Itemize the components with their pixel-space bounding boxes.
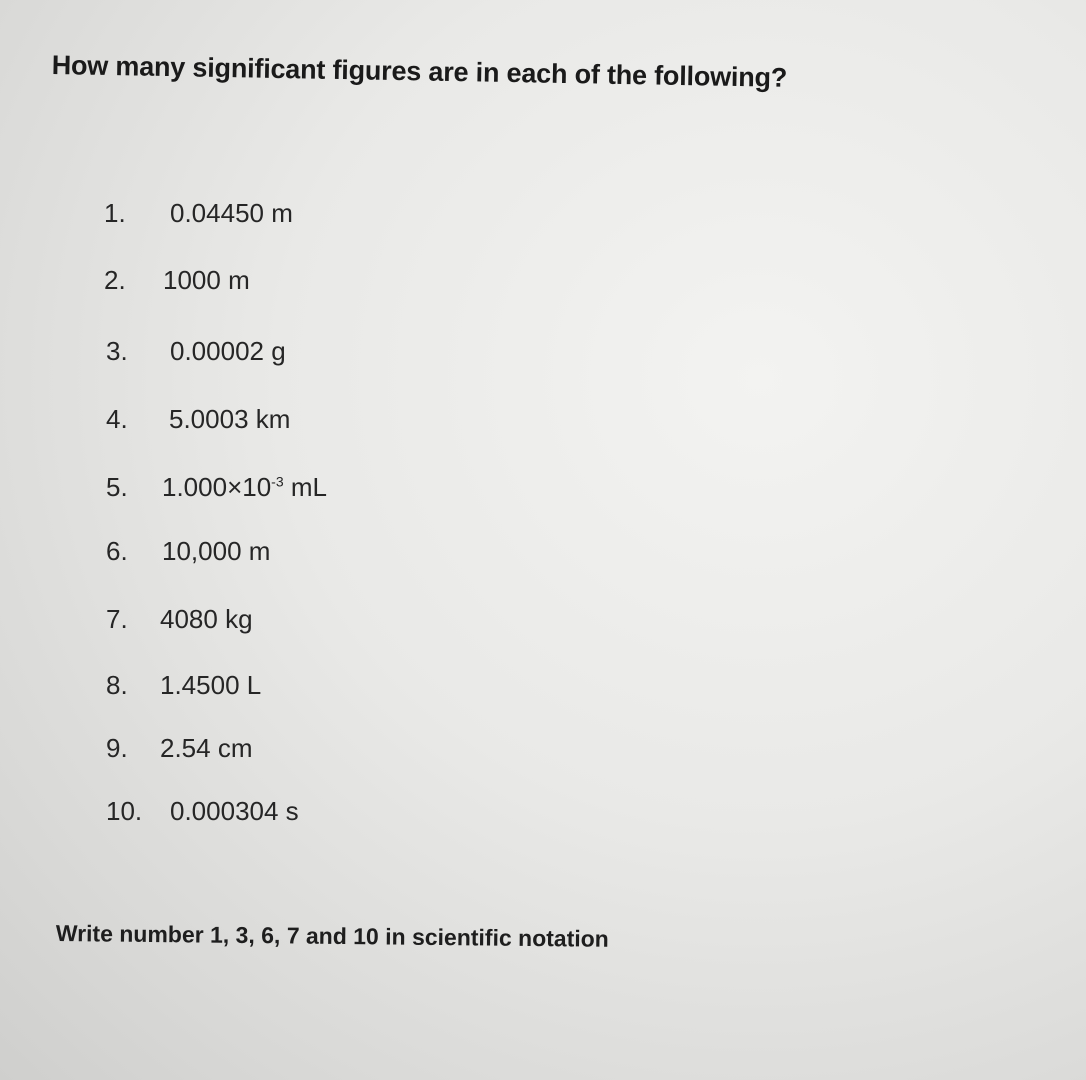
instruction-text: Write number 1, 3, 6, 7 and 10 in scientific notation	[55, 920, 609, 952]
problem-number: 2.	[104, 265, 126, 295]
problem-value: 10,000 m	[162, 536, 271, 566]
problem-number: 1.	[104, 198, 126, 228]
problem-value: 4080 kg	[160, 604, 253, 634]
problem-value: 0.00002 g	[170, 336, 286, 366]
value-exponent: -3	[271, 473, 284, 490]
problem-number: 4.	[106, 404, 128, 434]
problem-number: 10.	[106, 796, 143, 826]
value-base: 1.000×10	[162, 472, 272, 502]
problem-value: 5.0003 km	[169, 404, 291, 434]
question-title: How many significant figures are in each of the following?	[51, 50, 788, 93]
problem-number: 5.	[106, 472, 128, 502]
problem-value: 1000 m	[163, 265, 250, 295]
problem-value: 2.54 cm	[160, 733, 253, 763]
problem-value: 1.4500 L	[160, 670, 262, 700]
problem-number: 3.	[106, 336, 128, 366]
value-unit: mL	[283, 472, 327, 502]
problem-value: 0.04450 m	[170, 198, 293, 228]
problem-number: 6.	[106, 536, 128, 566]
problem-value: 0.000304 s	[170, 796, 299, 826]
problem-number: 9.	[106, 733, 128, 763]
problem-number: 8.	[106, 670, 128, 700]
problem-number: 7.	[106, 604, 128, 634]
problem-value	[162, 472, 327, 503]
